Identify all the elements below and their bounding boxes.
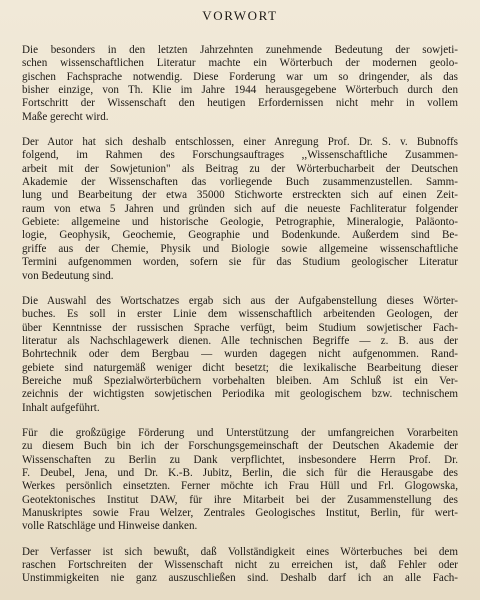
paragraph-2 — [22, 136, 458, 283]
text-line: Akademie der Wissenschaften das vorliegende Buch zusammenzustellen. Samm- — [22, 176, 458, 189]
paragraph-5 — [22, 546, 458, 586]
text-line: Manuskriptes sowie Frau Welzer, Zentrales Geologisches Institut, Berlin, für wert- — [22, 507, 458, 519]
body-text — [22, 44, 458, 586]
text-line: von Bedeutung sind. — [22, 269, 114, 282]
text-line: raum von etwa 5 Jahren und gründen sich auf die neueste Fachliteratur folgender — [22, 202, 458, 215]
text-line: schen wissenschaftlichen Literatur machte ein Wörterbuch der modernen geolo- — [22, 57, 458, 70]
page-title: VORWORT — [202, 8, 278, 23]
text-line: Termini aufgenommen worden, sofern sie für das Studium geologischer Literatur — [22, 256, 458, 269]
text-line: F. Deubel, Jena, und Dr. K.-B. Jubitz, Berlin, die sich für die Herausgabe des — [22, 466, 458, 479]
text-line: arbeit mit der Sowjetunion" als Beitrag zu der Wörterbucharbeit der Deutschen — [22, 162, 458, 175]
text-line: Für die großzügige Förderung und Unterstützung der umfangreichen Vorarbeiten — [22, 426, 458, 439]
text-line: Die Auswahl des Wortschatzes ergab sich aus der Aufgabenstellung dieses Wörter- — [22, 294, 458, 307]
text-line: Wissenschaften zu Berlin zu Dank verpflichtet, insbesondere Herrn Prof. Dr. — [22, 453, 458, 466]
paragraph-3 — [22, 295, 458, 415]
paragraph-4 — [22, 427, 458, 534]
text-line: Bohrtechnik oder dem Bergbau — wurden dagegen nicht aufgenommen. Rand- — [22, 348, 458, 361]
text-line: gebiete sind naturgemäß weniger dicht besetzt; die lexikalische Bearbeitung dieser — [22, 361, 458, 374]
text-line: griffe aus der Chemie, Physik und Biologie sowie allgemeine wissenschaftliche — [22, 242, 458, 255]
text-line: Der Verfasser ist sich bewußt, daß Vollständigkeit eines Wörterbuches bei dem — [22, 545, 458, 558]
text-line: Unstimmigkeiten nie ganz auszuschließen sind. Deshalb darf ich an alle Fach- — [22, 572, 458, 585]
text-line: Gebiete: allgemeine und historische Geologie, Petrographie, Mineralogie, Paläonto- — [22, 216, 458, 229]
paragraph-1 — [22, 44, 458, 124]
text-line: literatur als Nachschlagewerk dienen. Alle technischen Begriffe — z. B. aus der — [22, 334, 458, 347]
text-line: zeichnis der wichtigsten sowjetischen Periodika mit geologischem bzw. technischem — [22, 388, 458, 401]
text-line: Inhalt aufgeführt. — [22, 401, 100, 414]
text-line: logie, Geophysik, Geochemie, Geographie und Bodenkunde. Außerdem sind Be- — [22, 229, 458, 242]
text-line: Maße gerecht wird. — [22, 110, 109, 123]
text-line: Die besonders in den letzten Jahrzehnten zunehmende Bedeutung der sowjeti- — [22, 44, 458, 56]
text-line: zu diesem Buch bin ich der Forschungsgemeinschaft der Deutschen Akademie der — [22, 440, 458, 453]
text-line: bisher einzige, von Th. Klie im Jahre 1944 herausgegebene Wörterbuch durch den — [22, 84, 458, 97]
text-line: lung und Bearbeitung der etwa 35000 Stichworte erstreckten sich auf einen Zeit- — [22, 189, 458, 202]
text-line: Geotektonisches Institut DAW, für ihre Mitarbeit bei der Zusammenstellung des — [22, 493, 458, 506]
text-line: Werkes persönlich einsetzten. Ferner möchte ich Frau Hüll und Frl. Glogowska, — [22, 480, 458, 493]
text-line: folgend, im Rahmen des Forschungsauftrages ,,Wissenschaftliche Zusammen- — [22, 149, 458, 162]
text-line: über Kenntnisse der russischen Sprache verfügt, beim Studium sowjetischer Fach- — [22, 321, 458, 334]
text-line: volle Ratschläge und Hinweise danken. — [22, 520, 198, 533]
text-line: Fortschritt der Wissenschaft den heutigen Erfordernissen nicht mehr in vollem — [22, 97, 458, 110]
text-line: Bereiche muß Spezialwörterbüchern vorbehalten bleiben. Am Schluß ist ein Ver- — [22, 374, 458, 387]
text-line: gischen Fachsprache notwendig. Diese Forderung war um so dringender, als das — [22, 70, 458, 83]
text-line: raschen Fortschreiten der Wissenschaft nicht zu erreichen ist, daß Fehler oder — [22, 559, 458, 572]
text-line: Der Autor hat sich deshalb entschlossen, einer Anregung Prof. Dr. S. v. Bubnoffs — [22, 136, 458, 149]
text-line: buches. Es soll in erster Linie dem wissenschaftlich arbeitenden Geologen, der — [22, 308, 458, 321]
